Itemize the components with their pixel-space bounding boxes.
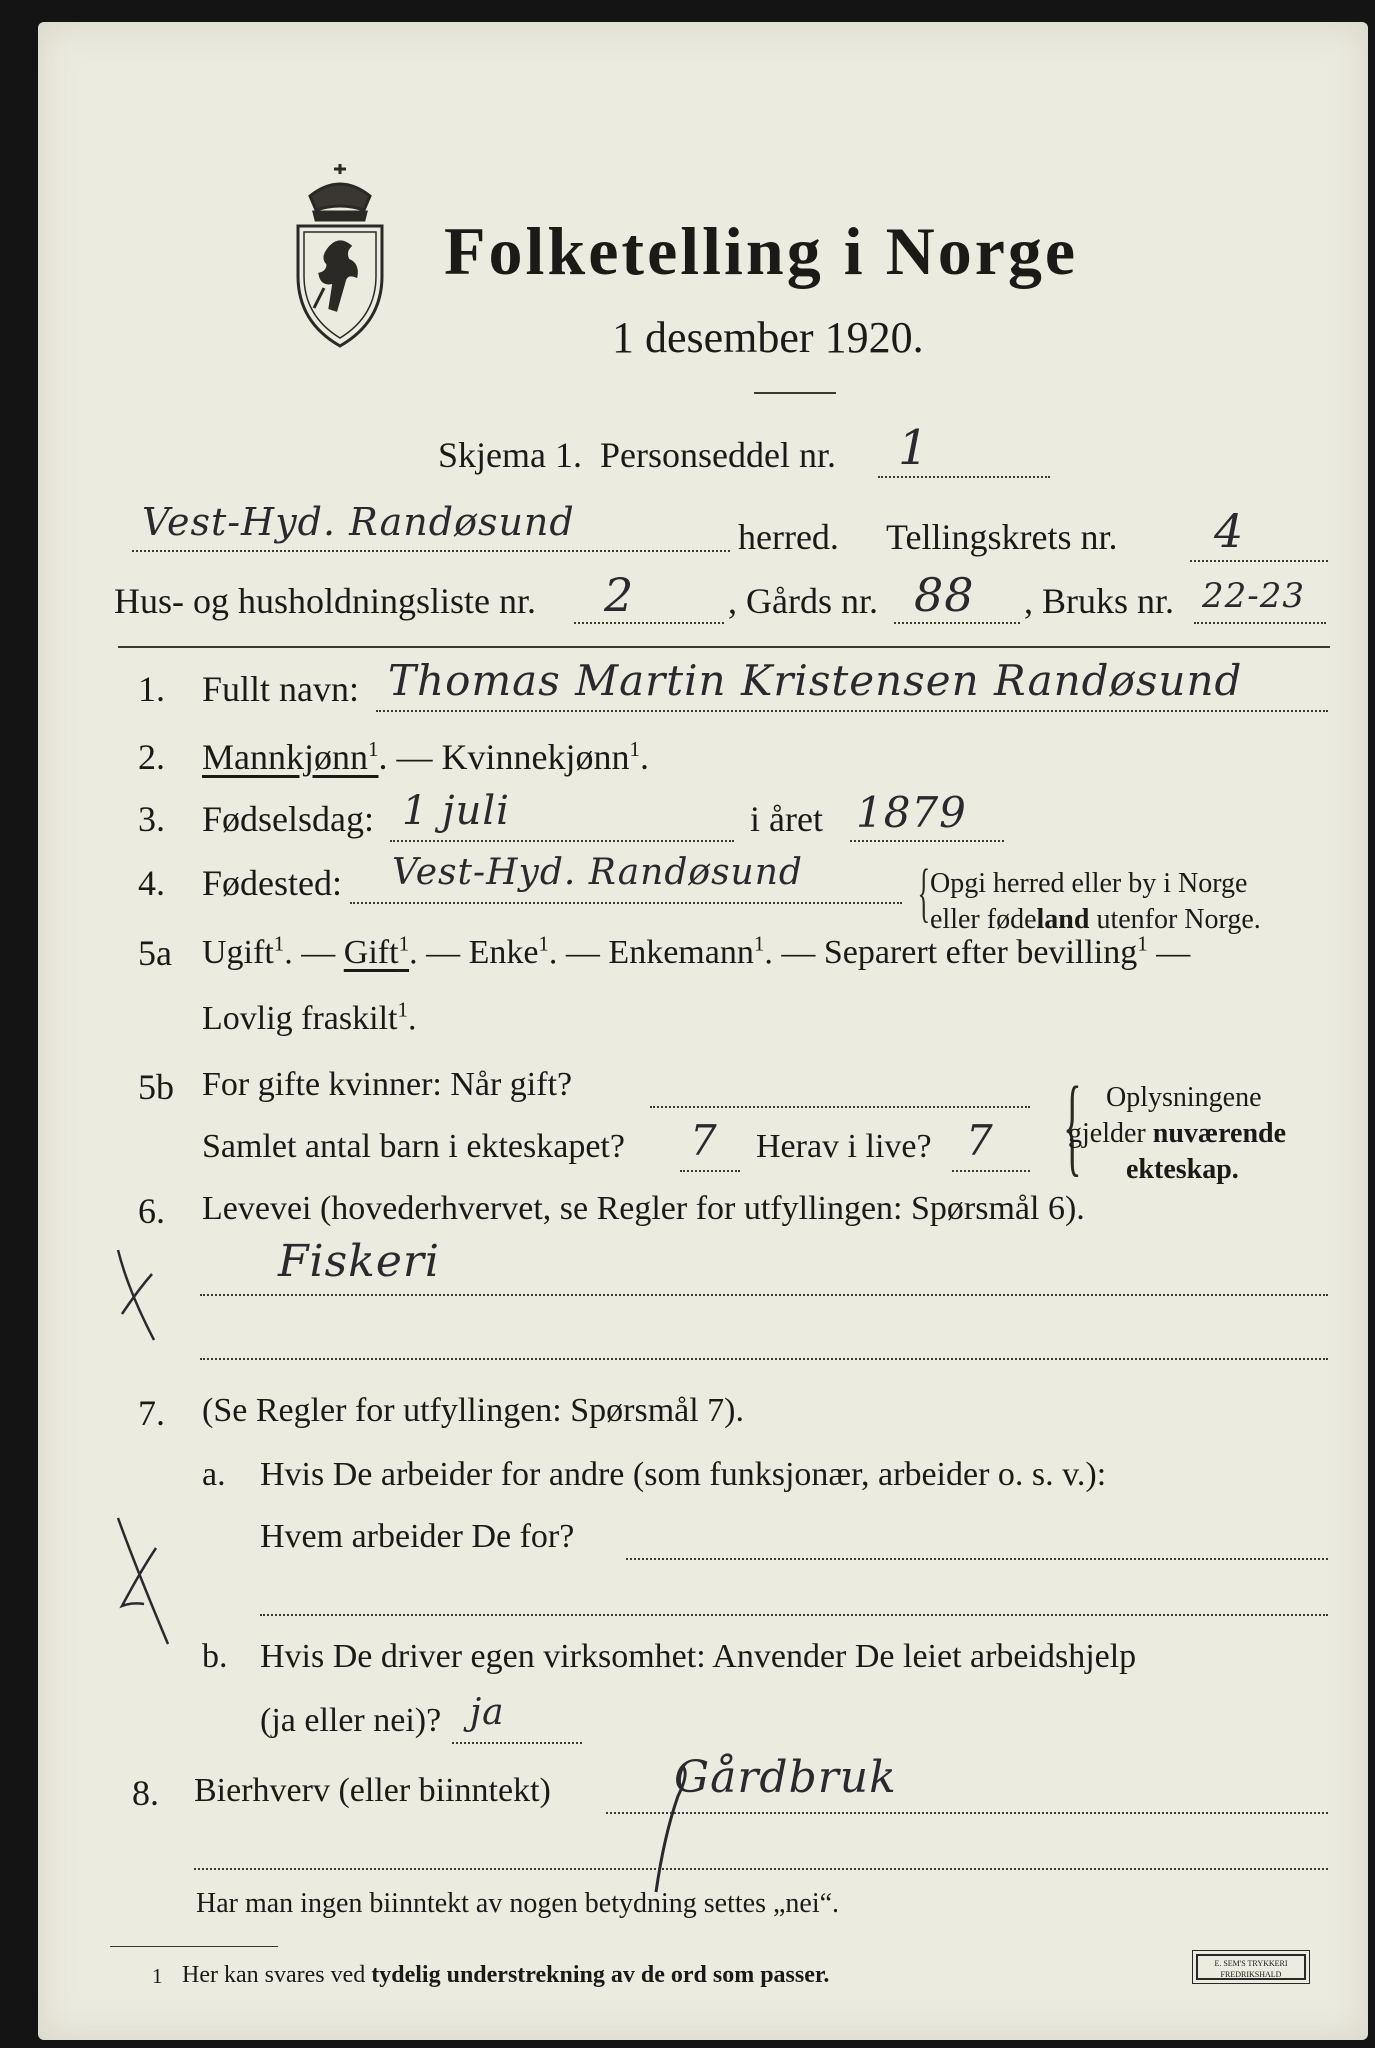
full-name-value[interactable]: Thomas Martin Kristensen Randøsund (388, 656, 1243, 705)
herred-label: herred. (738, 517, 839, 557)
herred-value[interactable]: Vest-Hyd. Randøsund (142, 500, 575, 544)
tellingskrets-value[interactable]: 4 (1214, 504, 1245, 558)
q1-line (376, 710, 1328, 712)
q4-note-line2: eller fødeland utenfor Norge. (930, 904, 1261, 935)
footnote-divider (110, 1946, 278, 1947)
birthplace-value[interactable]: Vest-Hyd. Randøsund (392, 852, 803, 893)
q5a-number: 5a (138, 933, 172, 973)
hus-value[interactable]: 2 (604, 568, 635, 622)
q2-gender-line: Mannkjønn$^1$. — Kvinnekjønn$^1$. (202, 737, 649, 777)
q3-year-label: i året (750, 799, 823, 839)
q4-line (350, 902, 902, 904)
kvinnekjonn-option[interactable]: Kvinnekjønn$^1$ (441, 737, 640, 777)
norwegian-coat-of-arms-icon (284, 156, 396, 352)
enke-option[interactable]: Enke$^1$ (468, 932, 549, 972)
q5a-options-line2: Lovlig fraskilt$^1$. (202, 998, 417, 1038)
q7-label: (Se Regler for utfyllingen: Spørsmål 7). (202, 1392, 745, 1429)
title-divider (754, 392, 836, 394)
personseddel-label: Personseddel nr. (600, 435, 836, 475)
printer-stamp-line1: E. SEM'S TRYKKERI (1214, 1959, 1288, 1968)
q8-line2 (194, 1868, 1328, 1870)
q7b-letter: b. (202, 1638, 228, 1675)
q5b-ilive-line (952, 1170, 1030, 1172)
lovlig-fraskilt-option[interactable]: Lovlig fraskilt$^1$ (202, 998, 408, 1038)
tellingskrets-line (1190, 560, 1328, 562)
q3-label: Fødselsdag: (202, 799, 375, 839)
birth-year-value[interactable]: 1879 (856, 788, 967, 837)
q4-number: 4. (138, 863, 165, 903)
q5b-note-line2: gjelder nuværende (1068, 1118, 1287, 1149)
q2-number: 2. (138, 737, 165, 777)
q5b-label: For gifte kvinner: Når gift? (202, 1066, 573, 1103)
hus-line (574, 622, 724, 624)
herred-line (132, 550, 730, 552)
q7a-line1 (626, 1558, 1328, 1560)
q5b-note-line1: Oplysningene (1106, 1082, 1262, 1113)
bruks-label: , Bruks nr. (1024, 581, 1175, 621)
hired-help-value[interactable]: ja (470, 1692, 505, 1733)
q7a-letter: a. (202, 1456, 226, 1493)
q5b-barn-line (680, 1170, 740, 1172)
personseddel-value[interactable]: 1 (898, 420, 930, 476)
q7b-text: Hvis De driver egen virksomhet: Anvender De leiet arbeidshjelp (260, 1638, 1137, 1675)
footnote-text: Her kan svares ved tydelig understrekning av de ord som passer. (182, 1962, 830, 1988)
ugift-option[interactable]: Ugift$^1$ (202, 932, 285, 972)
personseddel-line (878, 476, 1050, 478)
separert-option[interactable]: Separert efter bevilling$^1$ (823, 932, 1148, 972)
q7-number: 7. (138, 1393, 165, 1433)
q8-number: 8. (132, 1773, 159, 1813)
q4-label: Fødested: (202, 863, 342, 903)
footnote-mark: 1 (152, 1964, 163, 1988)
q3-number: 3. (138, 799, 165, 839)
enkemann-option[interactable]: Enkemann$^1$ (608, 932, 765, 972)
biinntekt-note: Har man ingen biinntekt av nogen betydning settes „nei“. (196, 1888, 840, 1919)
occupation-value[interactable]: Fiskeri (278, 1236, 440, 1287)
q5b-note-brace: { (1063, 1064, 1082, 1186)
mannkjonn-option[interactable]: Mannkjønn$^1$ (202, 737, 379, 777)
q7b-question: (ja eller nei)? (260, 1702, 442, 1739)
tellingskrets-label: Tellingskrets nr. (886, 517, 1118, 557)
header-divider (118, 646, 1330, 648)
q1-number: 1. (138, 669, 165, 709)
q4-note-brace: { (917, 856, 931, 929)
q3-day-line (390, 840, 734, 842)
q5b-when-line (650, 1106, 1030, 1108)
secondary-occupation-value[interactable]: Gårdbruk (674, 1752, 897, 1803)
q6-line1 (200, 1294, 1328, 1296)
q6-number: 6. (138, 1191, 165, 1231)
q7a-line2 (260, 1614, 1328, 1616)
gift-option[interactable]: Gift$^1$ (343, 932, 410, 972)
q8-label: Bierhverv (eller biinntekt) (194, 1772, 551, 1809)
bruks-line (1194, 622, 1326, 624)
printer-stamp-line2: FREDRIKSHALD (1220, 1970, 1282, 1979)
children-total-value[interactable]: 7 (690, 1116, 718, 1165)
q5b-note-line3: ekteskap. (1126, 1154, 1239, 1185)
q1-label: Fullt navn: (202, 669, 360, 709)
children-alive-value[interactable]: 7 (966, 1116, 994, 1165)
q5b-ilive-label: Herav i live? (756, 1128, 932, 1165)
margin-check-mark-q7 (110, 1504, 180, 1654)
q5b-barn-label: Samlet antal barn i ekteskapet? (202, 1128, 625, 1165)
printer-stamp (1196, 1954, 1306, 1980)
q7a-question: Hvem arbeider De for? (260, 1518, 575, 1555)
q7b-line (452, 1742, 582, 1744)
margin-check-mark-q6 (112, 1240, 172, 1350)
q6-line2 (200, 1358, 1328, 1360)
gards-line (894, 622, 1020, 624)
q5a-options: Ugift$^1$. — Gift$^1$. — Enke$^1$. — Enkemann$^1$. — Separert efter bevilling$^1$ — (202, 932, 1191, 972)
q5b-number: 5b (138, 1067, 174, 1107)
q3-year-line (850, 840, 1004, 842)
q8-line1 (606, 1812, 1328, 1814)
skjema-label: Skjema 1. (438, 435, 582, 475)
bruks-value[interactable]: 22-23 (1202, 576, 1306, 616)
birthday-value[interactable]: 1 juli (402, 788, 510, 834)
census-date: 1 desember 1920. (612, 313, 924, 362)
form-title: Folketelling i Norge (444, 213, 1079, 289)
handwritten-stroke-q8 (638, 1762, 698, 1902)
q4-note-line1: Opgi herred eller by i Norge (930, 868, 1248, 899)
q7a-text: Hvis De arbeider for andre (som funksjonær, arbeider o. s. v.): (260, 1456, 1107, 1493)
gards-value[interactable]: 88 (914, 568, 975, 622)
census-form-page (38, 22, 1368, 2040)
hus-label: Hus- og husholdningsliste nr. (114, 581, 537, 621)
q6-label: Levevei (hovederhvervet, se Regler for utfyllingen: Spørsmål 6). (202, 1190, 1085, 1227)
gards-label: , Gårds nr. (728, 581, 878, 621)
